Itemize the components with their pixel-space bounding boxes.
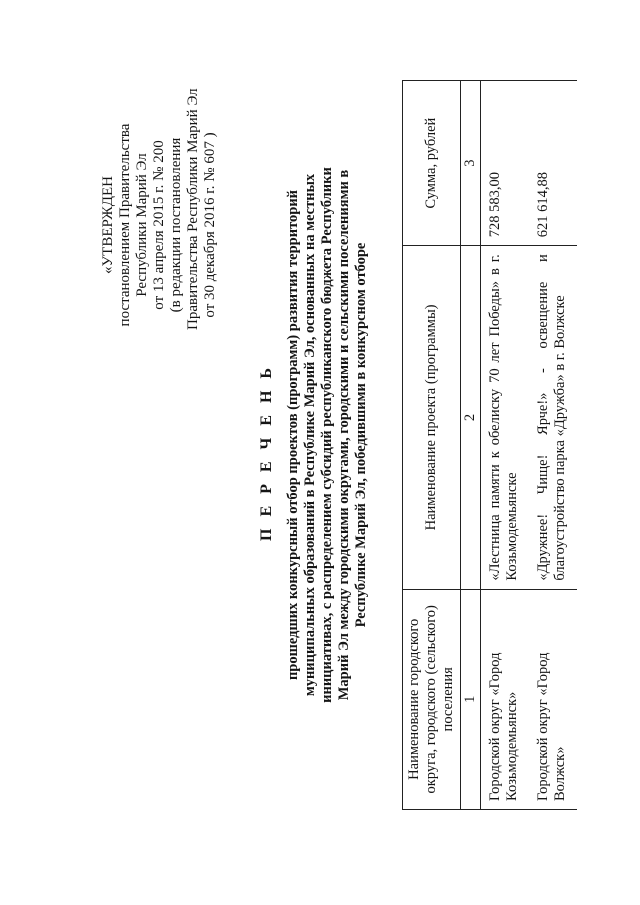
cell-amount: 621 614,88 — [529, 81, 577, 246]
table-row — [529, 81, 577, 810]
approval-line: от 13 апреля 2015 г. № 200 — [151, 140, 167, 310]
column-number: 2 — [461, 246, 481, 589]
table-row — [481, 81, 530, 810]
header-project: Наименование проекта (программы) — [403, 246, 461, 589]
cell-project: «Дружнее! Чище! Ярче!» - освещение и благоустройство парка «Дружба» в г. Волжске — [529, 246, 577, 589]
approval-line: от 30 декабря 2016 г. № 607 ) — [202, 132, 218, 318]
cell-municipality: Городской округ «Город Козьмодемьянск» — [481, 589, 530, 809]
column-number-row — [461, 81, 481, 810]
approval-line: постановлением Правительства — [117, 123, 133, 327]
cell-municipality: Городской округ «Город Волжск» — [529, 589, 577, 809]
cell-amount: 728 583,00 — [481, 81, 530, 246]
table-header-row — [403, 81, 461, 810]
approval-line: Республики Марий Эл — [134, 153, 150, 297]
approval-line: (в редакции постановления — [168, 137, 184, 313]
header-municipality: Наименование городского округа, городского (сельского) поселения — [403, 589, 461, 809]
projects-table — [402, 80, 577, 810]
document-title: П Е Р Е Ч Е Н Ь — [258, 364, 275, 541]
header-amount: Сумма, рублей — [403, 81, 461, 246]
approval-line: «УТВЕРЖДЕН — [100, 176, 116, 274]
column-number: 1 — [461, 589, 481, 809]
cell-project: «Лестница памяти к обелиску 70 лет Победы» в г. Козьмодемьянске — [481, 246, 530, 589]
approval-line: Правительства Республики Марий Эл — [185, 88, 201, 330]
approval-stamp — [100, 88, 219, 330]
document-subtitle: прошедших конкурсный отбор проектов (программ) развития территорий муниципальных образований в Республике Марий Эл, основанных на местных инициативах, с распределением субсидий республиканского бюджета Республики Марий Эл между городскими округами, городскими и сельскими поселениями в Республике Марий Эл, победившими в конкурсном отборе — [285, 167, 369, 703]
column-number: 3 — [461, 81, 481, 246]
